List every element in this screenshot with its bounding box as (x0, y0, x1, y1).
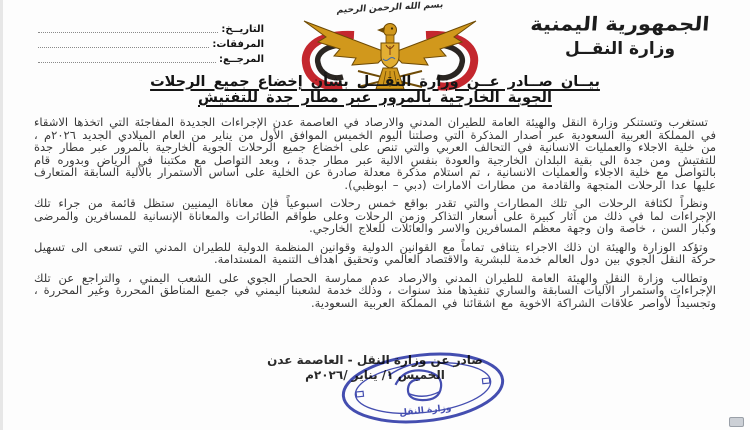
statement-body (34, 116, 716, 315)
field-label-attachments: المرفقات: (212, 39, 264, 50)
body-paragraph-3: وتؤكد الوزارة والهيئة ان ذلك الاجراء يتنافى تماماً مع القوانين الدولية وقوانين المنظمة الدولية للطيران المدني التي تسعى الى تسهيل حركة النقل الجوي بين دول العالم خدمة للبشرية والاقتصاد العالمي وتحقيق اهداف التنمية المستدامة. (34, 239, 716, 266)
field-dotted-line-date (38, 23, 218, 33)
body-paragraph-1: تستغرب وتستنكر وزارة النقل والهيئة العامة للطيران المدني والارصاد في العاصمة عدن الإجراءات الجديدة المفاجئة التي اتخذها الاشقاء في المملكة العربية السعودية عبر اصدار المذكرة التي وصلتنا اليوم الخميس الموافق الأول من يناير من العام الميلادي الجديد ٢٠٢٦م ، من خلية الاجلاء والعمليات الانسانية في التحالف العربي والتي تنص على اخضاع جميع الرحلات الجوية الخارجية بالمرور عبر مطار جدة للتفتيش ومن جدة الى بقية البلدان الخارجية والعودة بنفس الالية عبر مطار جدة ، وبعد التواصل مع مكتبنا في الرياض وبدوره قام بالتواصل مع خلية الاجلاء والعمليات الانسانية ، تم استلام مذكرة معدلة صادرة عن الخلية على أساس الاستمرار بالألية السابقة المتعارف عليها عدا الرحلات المتجهة والقادمة من مطارات الامارات (دبي – ابوظبي). (34, 115, 716, 192)
field-dotted-line-reference (38, 53, 216, 63)
field-row-attachments (32, 37, 264, 50)
letterhead-right (500, 12, 740, 59)
field-row-reference (32, 52, 264, 65)
statement-title (0, 74, 750, 106)
scan-edge-line (0, 0, 3, 430)
signature-date-line: الخميس ١/ يناير /٢٠٢٦م (305, 368, 445, 382)
field-label-reference: المرجــع: (219, 54, 264, 65)
statement-title-line2: الجوية الخارجية بالمرور عبر مطار جدة للتفتيش (198, 90, 552, 106)
signature-issued-line: صادر عن وزارة النقل - العاصمة عدن (267, 353, 483, 367)
statement-title-line1: بيــان صــادر عــن وزارة النقـــل بشأن إخضاع جميع الرحلات (150, 74, 600, 90)
field-label-date: التاريــخ: (221, 24, 264, 35)
ministry-title: وزارة النقــل (564, 39, 676, 59)
republic-title: الجمهورية اليمنية (529, 12, 711, 36)
reference-fields (32, 22, 264, 67)
field-row-date (32, 22, 264, 35)
field-dotted-line-attachments (38, 38, 209, 48)
body-paragraph-2: ونظراً لكثافة الرحلات الى تلك المطارات والتي تقدر بواقع خمس رحلات اسبوعياً فإن معاناة اليمنيين ستظل قائمة من جراء تلك الإجراءات لما في ذلك من آثار كبيرة على أسعار التذاكر وزمن الرحلات وعلى طواقم الطائرات والمعاناة الإنسانية للمسافرين والمرضى وكبار السن ، خاصة وان وجهة معظم المسافرين والاسر والعائلات للعلاج الخارجي. (34, 196, 716, 235)
body-paragraph-4: وتطالب وزارة النقل والهيئة العامة للطيران المدني والارصاد عدم ممارسة الحصار الجوي على الشعب اليمني ، والتراجع عن تلك الإجراءات واستمرار الآليات السابقة والساري تنفيذها منذ سنوات ، وذلك خدمة لشعبنا اليمني في جميع المناطق المحررة وغير المحررة ، وتجسيداً لأواصر علاقات الشراكة الاخوية مع اشقائنا في المملكة العربية السعودية. (34, 270, 716, 310)
stamp-ministry-text: وزارة النقل (398, 403, 452, 419)
basmala-text: بسم الله الرحمن الرحيم (336, 0, 444, 16)
scan-artifact (729, 417, 744, 427)
